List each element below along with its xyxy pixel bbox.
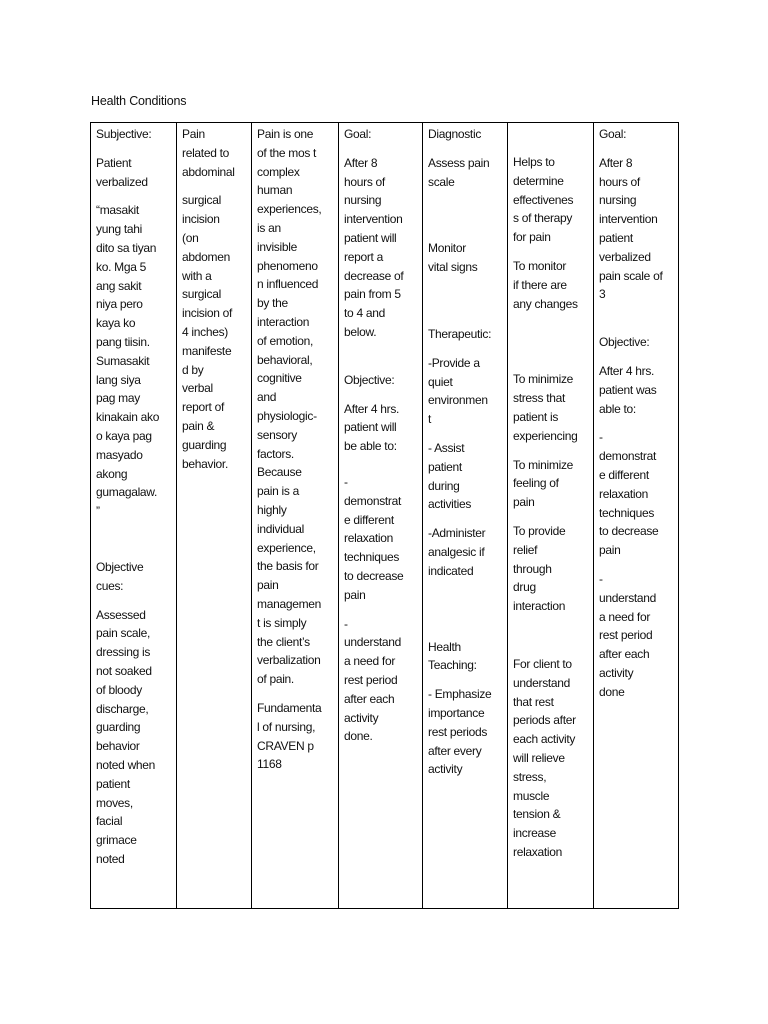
health-teaching-heading: Health Teaching:: [428, 639, 477, 673]
rationale-cell: [508, 123, 594, 909]
intervention-analgesic: -Administer analgesic if indicated: [428, 526, 486, 578]
planning-cell: [339, 123, 423, 909]
evaluation-cell: [594, 123, 679, 909]
rationale-2: To monitor if there are any changes: [513, 258, 578, 311]
diagnosis-cell: [177, 123, 252, 909]
diagnosis-text-1: Pain related to abdominal: [182, 127, 235, 179]
rationale-4: To minimize feeling of pain: [513, 457, 574, 510]
subjective-intro: Patient verbalized: [96, 155, 148, 189]
intervention-assess-pain: Assess pain scale: [428, 155, 490, 189]
planning-objective-item-1: - demonstrat e different relaxation techniques to decrease pain: [344, 474, 404, 602]
patient-quote: “masakit yung tahi dito sa tiyan ko. Mga 5 ang sakit niya pero kaya ko pang tiisin. Sumasakit lang siya pag may kinakain ako o kaya pag masyado akong gumagalaw. ”: [96, 203, 160, 519]
intervention-cell: [423, 123, 508, 909]
objective-cues-heading: Objective cues:: [96, 559, 144, 593]
table-row: [91, 123, 679, 909]
diagnosis-text-2: surgical incision (on abdomen with a surgical incision of 4 inches) manifeste d by verbal report of pain & guarding behavior.: [182, 193, 233, 471]
explanation-cell: [252, 123, 339, 909]
evaluation-objective-heading: Objective:: [599, 335, 650, 350]
intervention-emphasize-rest: - Emphasize importance rest periods after every activity: [428, 687, 492, 777]
objective-cues-text: Assessed pain scale, dressing is not soaked of bloody discharge, guarding behavior noted when patient moves, facial grimace noted: [96, 607, 156, 866]
evaluation-objective-text: After 4 hrs. patient was able to:: [599, 363, 657, 416]
evaluation-objective-item-1: - demonstrat e different relaxation techniques to decrease pain: [599, 430, 659, 558]
intervention-quiet-environment: -Provide a quiet environmen t: [428, 355, 488, 427]
intervention-monitor-vitals: Monitor vital signs: [428, 241, 478, 275]
care-plan-table: [90, 122, 679, 909]
rationale-3: To minimize stress that patient is experiencing: [513, 372, 578, 443]
planning-objective-heading: Objective:: [344, 372, 395, 387]
explanation-reference: Fundamenta l of nursing, CRAVEN p 1168: [257, 700, 322, 772]
planning-objective-item-2: - understand a need for rest period after each activity done.: [344, 616, 402, 744]
rationale-1: Helps to determine effectivenes s of therapy for pain: [513, 155, 574, 245]
intervention-assist-patient: - Assist patient during activities: [428, 440, 472, 512]
document-title: Health Conditions: [91, 94, 187, 108]
diagnostic-heading: Diagnostic: [428, 127, 482, 141]
planning-goal-heading: Goal:: [344, 127, 372, 141]
evaluation-objective-item-2: - understand a need for rest period after each activity done: [599, 571, 657, 699]
subjective-heading: Subjective:: [96, 127, 152, 141]
therapeutic-heading: Therapeutic:: [428, 326, 492, 341]
planning-objective-text: After 4 hrs. patient will be able to:: [344, 401, 400, 454]
evaluation-goal-heading: Goal:: [599, 127, 627, 141]
assessment-cell: [91, 123, 177, 909]
evaluation-goal-text: After 8 hours of nursing intervention patient verbalized pain scale of 3: [599, 155, 663, 302]
rationale-6: For client to understand that rest periods after each activity will relieve stress, muscle tension & increase relaxation: [513, 656, 576, 859]
planning-goal-text: After 8 hours of nursing intervention patient will report a decrease of pain from 5 to 4 and below.: [344, 155, 404, 339]
explanation-text: Pain is one of the mos t complex human experiences, is an invisible phenomeno n influenced by the interaction of emotion, behavioral, cognitive and physiologic- sensory factors. Because pain is a highly individual experience, the basis for pain managemen t is simply the client’s verbalization of pain.: [257, 127, 322, 687]
rationale-5: To provide relief through drug interaction: [513, 523, 566, 614]
